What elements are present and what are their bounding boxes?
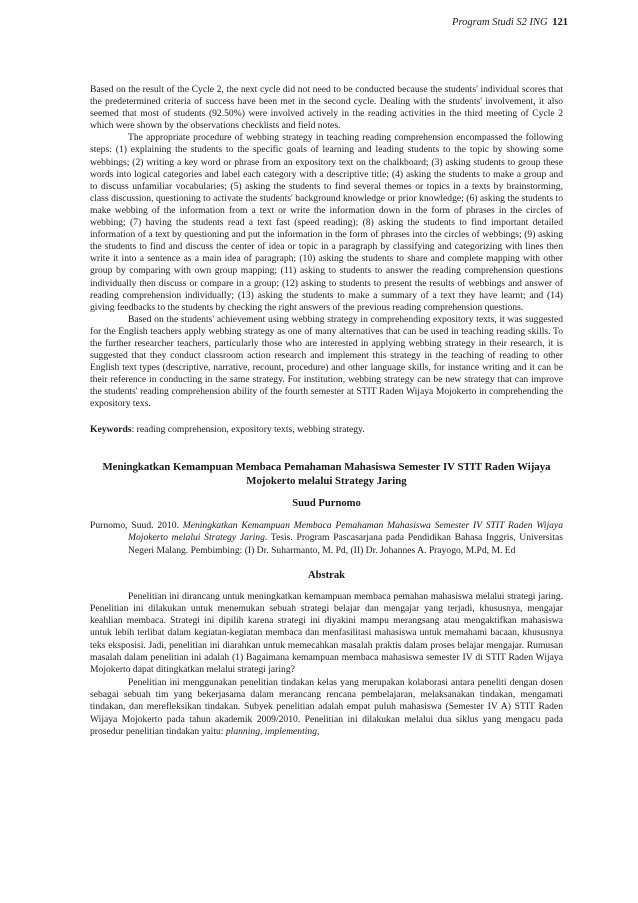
page-header <box>452 17 568 28</box>
bibliographic-reference <box>90 520 563 558</box>
abstrak-paragraph-2-italic: planning, implementing, <box>225 725 320 737</box>
page-content <box>90 84 563 738</box>
abstrak-paragraph-2 <box>90 677 563 738</box>
keywords-line <box>90 424 563 436</box>
abstract-heading: Abstrak <box>307 569 346 581</box>
abstrak-body <box>90 591 563 739</box>
article-author: Suud Purnomo <box>292 497 361 509</box>
reference-title: Meningkatkan Kemampuan Membaca Pemahaman Mahasiswa Semester IV STIT Raden Wijaya Mojokerto melalui Strategy Jaring <box>128 519 563 544</box>
reference-prefix: Purnomo, Suud. 2010. <box>90 519 183 531</box>
english-abstract-paragraph-3: Based on the students' achievement using webbing strategy in comprehending expository texts, it was suggested for the English teachers apply webbing strategy as one of many alternatives that can be used in teaching reading skills. To the further researcher teachers, particularly those who are interested in applying webbing strategy in their research, it is suggested that they conduct classroom action research and implement this strategy in the teaching of reading to other English text types (descriptive, narrative, recount, procedure) and other language skills, for instance writing and it can be their reference in conducting in the same strategy. For institution, webbing strategy can be new strategy that can improve the students' reading comprehension ability of the fourth semester at STIT Raden Wijaya Mojokerto in comprehending the expository texs. <box>90 313 563 410</box>
english-abstract-paragraph-1: Based on the result of the Cycle 2, the next cycle did not need to be conducted because the students' individual scores that the predetermined criteria of success have been met in the second cycle. Dealing with the students' involvement, it also seemed that most of students (92.50%) were involved actively in the reading activities in the third meeting of Cycle 2 which were shown by the observations checklists and field notes. <box>90 84 563 132</box>
english-abstract-paragraph-2: The appropriate procedure of webbing strategy in teaching reading comprehension encompassed the following steps: (1) explaining the students to the specific goals of learning and leading students to the topic by showing some webbings; (2) writing a key word or phrase from an expository text on the chalkboard; (3) asking students to group these words into logical categories and label each category with a descriptive title; (4) asking the students to make a group and to discuss unfamiliar vocabularies; (5) asking the students to find several themes or topics in a texts by brainstorming, class discussion, questioning to activate the students' background knowledge or prior knowledge; (6) asking the students to make webbing of the information from a text or write the information down in the form of phrases in the circles of webbing; (7) having the students read a text fast (speed reading); (8) asking the students to find important detailed information of a text by questioning and put the information in the form of phrases into the circles of webbings; (9) asking the students to find and discuss the center of idea or topic in a paragraph by classifying and categorizing with lines then write it into a sentence as a main idea of paragraph; (10) asking the students to share and complete mapping with other group by comparing with own group mapping; (11) asking to students to answer the reading comprehension questions individually then discuss or compare in a group; (12) asking to students to present the results of webbings and answer of reading comprehension individually; (13) asking the students to make a summary of a text they have learnt; and (14) giving feedbacks to the students by checking the right answers of the previous reading comprehension questions. <box>90 132 563 313</box>
reference-suffix: . Tesis. Program Pascasarjana pada Pendidikan Bahasa Inggris, Universitas Negeri Malang. Pembimbing: (I) Dr. Suharmanto, M. Pd, (II) Dr. Johannes A. Prayogo, M.Pd, M. Ed <box>128 532 563 556</box>
keywords-text: : reading comprehension, expository texts, webbing strategy. <box>131 423 365 435</box>
abstrak-paragraph-2-text: Penelitian ini menggunakan penelitian tindakan kelas yang merupakan kolaborasi antara peneliti dengan dosen sebagai sebuah tim yang bekerjasama dalam merancang rencana pembelajaran, melaksanakan tindakan, mengamati tindakan, dan merefleksikan tindakan. Subyek penelitian adalah empat puluh mahasiswa (Semester IV A) STIT Raden Wijaya Mojokerto pada tahun akademik 2009/2010. Penelitian ini dilakukan melalui dua siklus yang mengacu pada prosedur penelitian tindakan yaitu: <box>90 676 563 737</box>
journal-name: Program Studi S2 ING <box>452 17 548 28</box>
page-number: 121 <box>552 17 568 28</box>
abstrak-paragraph-1: Penelitian ini dirancang untuk meningkatkan kemampuan membaca pemahan mahasiswa melalui strategi jaring. Penelitian ini dilakukan untuk menemukan sebuah strategi belajar dan mengajar yang terjadi, khususnya, mengajar keahlian membaca. Strategi ini dipilih karena strategi ini diyakini mampu merangsang atau mengaktifkan mahasiswa untuk lebih terlibat dalam kegiatan-kegiatan membaca dan menfasilitasi mahasiswa untuk memahami bacaan, khususnya teks eksposisi. Jadi, penelitian ini diarahkan untuk memecahkan masalah praktis dalam proses belajar mengajar. Rumusan masalah dalam penelitian ini adalah (1) Bagaimana kemampuan membaca mahasiswa semester IV di STIT Raden Wijaya Mojokerto dapat ditingkatkan melalui strategi jaring? <box>90 590 563 676</box>
article-title: Meningkatkan Kemampuan Membaca Pemahaman Mahasiswa Semester IV STIT Raden Wijaya Mojokerto melalui Strategy Jaring <box>102 460 551 487</box>
keywords-label: Keywords <box>90 423 132 435</box>
